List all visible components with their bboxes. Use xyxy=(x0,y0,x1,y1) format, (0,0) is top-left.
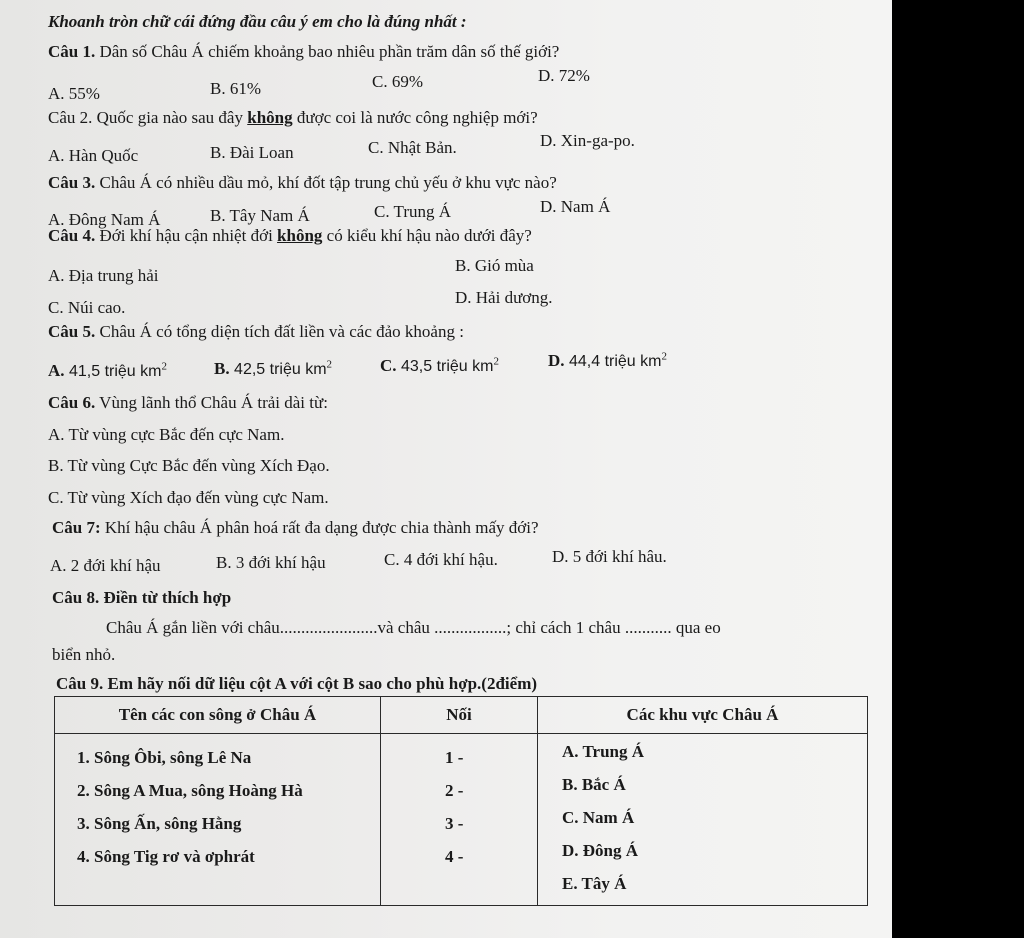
question-3: Câu 3. Châu Á có nhiều dầu mỏ, khí đốt tập trung chủ yếu ở khu vực nào? xyxy=(48,173,557,192)
link-slot[interactable]: 4 - xyxy=(445,847,464,866)
dark-margin xyxy=(892,0,1024,938)
q2-option-b[interactable]: B. Đài Loan xyxy=(210,143,294,162)
q6-option-b[interactable]: B. Từ vùng Cực Bắc đến vùng Xích Đạo. xyxy=(48,456,330,475)
region-item[interactable]: E. Tây Á xyxy=(562,874,627,893)
q5-option-c[interactable]: C. 43,5 triệu $km^2$ xyxy=(380,355,499,375)
q3-option-d[interactable]: D. Nam Á xyxy=(540,197,611,216)
river-item[interactable]: 3. Sông Ấn, sông Hằng xyxy=(77,814,242,833)
matching-table xyxy=(54,696,868,906)
q8-fill-line-1[interactable]: Châu Á gắn liền với châu.......................và châu .................; chỉ cách 1 châu ........... qua eo xyxy=(106,618,721,637)
regions-column xyxy=(538,734,868,906)
q6-option-c[interactable]: C. Từ vùng Xích đạo đến vùng cực Nam. xyxy=(48,488,329,507)
instruction: Khoanh tròn chữ cái đứng đầu câu ý em cho là đúng nhất : xyxy=(48,12,467,31)
q1-option-d[interactable]: D. 72% xyxy=(538,66,590,85)
q4-option-d[interactable]: D. Hải dương. xyxy=(455,288,553,307)
question-1: Câu 1. Dân số Châu Á chiếm khoảng bao nhiêu phần trăm dân số thế giới? xyxy=(48,42,560,61)
q5-option-a[interactable]: A. 41,5 triệu $km^2$ xyxy=(48,360,167,380)
q7-option-c[interactable]: C. 4 đới khí hậu. xyxy=(384,550,498,569)
q8-fill-line-2: biển nhỏ. xyxy=(52,645,116,664)
q3-option-b[interactable]: B. Tây Nam Á xyxy=(210,206,310,225)
river-item[interactable]: 1. Sông Ôbi, sông Lê Na xyxy=(77,748,252,767)
q3-option-a[interactable]: A. Đông Nam Á xyxy=(48,210,161,229)
header-link: Nối xyxy=(381,697,538,734)
q5-option-d[interactable]: D. 44,4 triệu $km^2$ xyxy=(548,350,667,370)
q7-option-b[interactable]: B. 3 đới khí hậu xyxy=(216,553,326,572)
q7-option-a[interactable]: A. 2 đới khí hậu xyxy=(50,556,161,575)
question-8: Câu 8. Điền từ thích hợp xyxy=(52,588,232,607)
link-column xyxy=(381,734,538,906)
q1-option-b[interactable]: B. 61% xyxy=(210,79,261,98)
question-5: Câu 5. Châu Á có tổng diện tích đất liền và các đảo khoảng : xyxy=(48,322,464,341)
q1-option-a[interactable]: A. 55% xyxy=(48,84,100,103)
region-item[interactable]: A. Trung Á xyxy=(562,742,645,761)
link-slot[interactable]: 1 - xyxy=(445,748,464,767)
q2-option-c[interactable]: C. Nhật Bản. xyxy=(368,138,457,157)
question-7: Câu 7: Khí hậu châu Á phân hoá rất đa dạng được chia thành mấy đới? xyxy=(52,518,539,537)
link-slot[interactable]: 3 - xyxy=(445,814,464,833)
q7-option-d[interactable]: D. 5 đới khí hâu. xyxy=(552,547,667,566)
q2-option-a[interactable]: A. Hàn Quốc xyxy=(48,146,139,165)
q4-option-a[interactable]: A. Địa trung hải xyxy=(48,266,159,285)
header-rivers: Tên các con sông ở Châu Á xyxy=(55,697,381,734)
river-item[interactable]: 4. Sông Tig rơ và ơphrát xyxy=(77,847,255,866)
q6-option-a[interactable]: A. Từ vùng cực Bắc đến cực Nam. xyxy=(48,425,285,444)
region-item[interactable]: C. Nam Á xyxy=(562,808,635,827)
question-9: Câu 9. Em hãy nối dữ liệu cột A với cột B sao cho phù hợp.(2điểm) xyxy=(56,674,538,693)
q2-option-d[interactable]: D. Xin-ga-po. xyxy=(540,131,635,150)
rivers-column xyxy=(55,734,381,906)
link-slot[interactable]: 2 - xyxy=(445,781,464,800)
region-item[interactable]: D. Đông Á xyxy=(562,841,639,860)
q4-option-b[interactable]: B. Gió mùa xyxy=(455,256,534,275)
question-4: Câu 4. Đới khí hậu cận nhiệt đới không có kiểu khí hậu nào dưới đây? xyxy=(48,226,532,245)
header-regions: Các khu vực Châu Á xyxy=(538,697,868,734)
river-item[interactable]: 2. Sông A Mua, sông Hoàng Hà xyxy=(77,781,303,800)
q1-option-c[interactable]: C. 69% xyxy=(372,72,423,91)
question-2: Câu 2. Quốc gia nào sau đây không được coi là nước công nghiệp mới? xyxy=(48,108,538,127)
region-item[interactable]: B. Bắc Á xyxy=(562,775,626,794)
q3-option-c[interactable]: C. Trung Á xyxy=(374,202,452,221)
q4-option-c[interactable]: C. Núi cao. xyxy=(48,298,126,317)
question-6: Câu 6. Vùng lãnh thổ Châu Á trải dài từ: xyxy=(48,393,328,412)
q5-option-b[interactable]: B. 42,5 triệu $km^2$ xyxy=(214,358,333,378)
